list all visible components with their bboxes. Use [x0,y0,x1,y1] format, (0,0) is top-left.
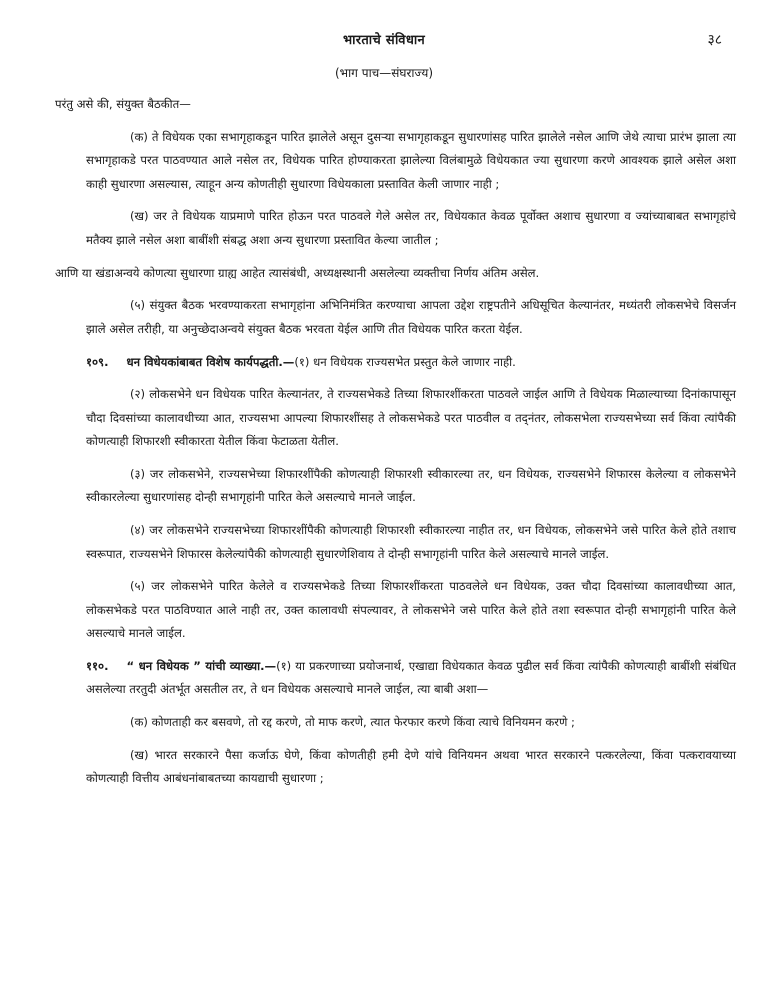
proviso-intro: परंतु असे की, संयुक्त बैठकीत— [55,97,191,111]
section-110-clause-ka: (क) कोणताही कर बसवणे, तो रद्द करणे, तो माफ करणे, त्यात फेरफार करणे किंवा त्याचे विनियमन करणे ; [130,715,575,730]
section-110-heading: “ धन विधेयक ” यांची व्याख्या.— [126,659,277,674]
section-109-heading: धन विधेयकांबाबत विशेष कार्यपद्धती.— [126,354,295,369]
clause-kha: (ख) जर ते विधेयक याप्रमाणे पारित होऊन परत पाठवले गेले असेल तर, विधेयकात केवळ पूर्वोक्त अशाच सुधारणा व ज्यांच्याबाबत सभागृहांचे मतैक्य झाले नसेल अशा बाबींशी संबद्ध अशा अन्य सुधारणा प्रस्तावित केल्या जातील ; [86,209,736,247]
page-title: भारताचे संविधान [342,33,426,48]
section-109-clause-2: (२) लोकसभेने धन विधेयक पारित केल्यानंतर, ते राज्यसभेकडे तिच्या शिफारशींकरता पाठवले जाईल आणि ते विधेयक मिळाल्याच्या दिनांकापासून चौदा दिवसांच्या कालावधीच्या आत, राज्यसभा आपल्या शिफारशींसह ते लोकसभेकडे परत पाठवील व तद्नंतर, लोकसभेला राज्यसभेच्या सर्व किंवा त्यांपैकी कोणत्याही शिफारशी स्वीकारता येतील किंवा फेटाळता येतील. [86,387,736,449]
section-110-number: ११०. [86,659,109,674]
section-110-text: (१) या प्रकरणाच्या प्रयोजनार्थ, एखाद्या विधेयकात केवळ पुढील सर्व किंवा त्यांपैकी कोणत्याही बाबींशी संबंधित असलेल्या तरतुदी अंतर्भूत असतील तर, ते धन विधेयक असल्याचे मानले जाईल, त्या बाबी अशा— [86,659,736,697]
clause-ka: (क) ते विधेयक एका सभागृहाकडून पारित झालेले असून दुसऱ्या सभागृहाकडून सुधारणांसह पारित झालेले नसेल आणि जेथे त्याचा प्रारंभ झाला त्या सभागृहाकडे परत पाठवण्यात आले नसेल तर, विधेयक पारित होण्याकरता झालेल्या विलंबामुळे विधेयकात ज्या सुधारणा करणे आवश्यक झाले असेल अशा काही सुधारणा असल्यास, त्याहून अन्य कोणतीही सुधारणा विधेयकाला प्रस्तावित केली जाणार नाही ; [86,129,736,191]
clause-5: (५) संयुक्त बैठक भरवण्याकरता सभागृहांना अभिनिमंत्रित करण्याचा आपला उद्देश राष्ट्रपतीने अधिसूचित केल्यानंतर, मध्यंतरी लोकसभेचे विसर्जन झाले असेल तरीही, या अनुच्छेदाअन्वये संयुक्त बैठक भरवता येईल आणि तीत विधेयक पारित करता येईल. [86,298,736,336]
section-109-clause-3: (३) जर लोकसभेने, राज्यसभेच्या शिफारशींपैकी कोणत्याही शिफारशी स्वीकारल्या तर, धन विधेयक, राज्यसभेने शिफारस केलेल्या व लोकसभेने स्वीकारलेल्या सुधारणांसह दोन्ही सभागृहांनी पारित केले असल्याचे मानले जाईल. [86,467,736,505]
section-109-number: १०९. [86,354,109,369]
page-number: ३८ [707,32,722,48]
clause-conclusion: आणि या खंडाअन्वये कोणत्या सुधारणा ग्राह्य आहेत त्यासंबंधी, अध्यक्षस्थानी असलेल्या व्यक्तीचा निर्णय अंतिम असेल. [55,265,540,280]
part-subtitle: (भाग पाच—संघराज्य) [334,66,434,80]
document-body [55,93,736,800]
section-109 [86,351,736,374]
section-109-clause-5: (५) जर लोकसभेने पारित केलेले व राज्यसभेकडे तिच्या शिफारशींकरता पाठवलेले धन विधेयक, उक्त चौदा दिवसांच्या कालावधीच्या आत, लोकसभेकडे परत पाठविण्यात आले नाही तर, उक्त कालावधी संपल्यावर, ते लोकसभेने जसे पारित केले होते तशा स्वरूपात दोन्ही सभागृहांनी पारित केले असल्याचे मानले जाईल. [86,579,736,641]
section-109-text: (१) धन विधेयक राज्यसभेत प्रस्तुत केले जाणार नाही. [294,354,516,369]
section-110 [86,655,736,702]
section-109-clause-4: (४) जर लोकसभेने राज्यसभेच्या शिफारशींपैकी कोणत्याही शिफारशी स्वीकारल्या नाहीत तर, धन विधेयक, लोकसभेने जसे पारित केले होते तशाच स्वरूपात, राज्यसभेने शिफारस केलेल्यांपैकी कोणत्याही सुधारणेशिवाय ते दोन्ही सभागृहांनी पारित केले असल्याचे मानले जाईल. [86,523,736,561]
section-110-clause-kha: (ख) भारत सरकारने पैसा कर्जाऊ घेणे, किंवा कोणतीही हमी देणे यांचे विनियमन अथवा भारत सरकारने पत्करलेल्या, किंवा पत्करावयाच्या कोणत्याही वित्तीय आबंधनांबाबतच्या कायद्याची सुधारणा ; [86,748,736,786]
